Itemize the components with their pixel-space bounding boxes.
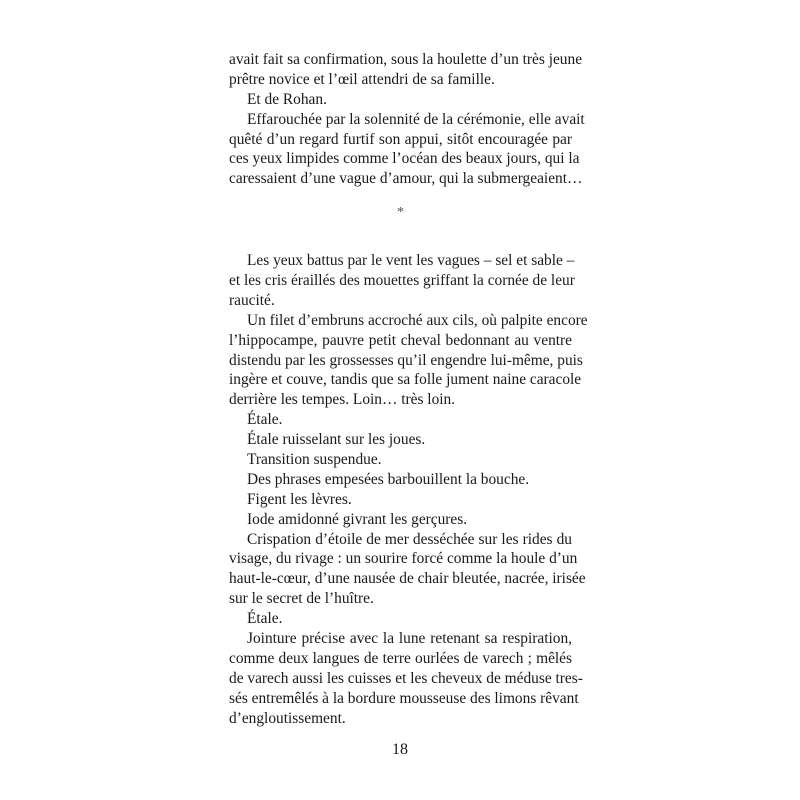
- text-line: Étale.: [247, 610, 283, 628]
- text-line: d’engloutissement.: [229, 709, 346, 727]
- page-body: [229, 50, 588, 729]
- text-line: sés entremêlés à la bordure mousseuse des limons rêvant: [229, 689, 579, 707]
- text-line: derrière les tempes. Loin… très loin.: [229, 391, 456, 409]
- text-line: avait fait sa confirmation, sous la houlette d’un très jeune: [229, 51, 583, 68]
- text-line: Crispation d’étoile de mer desséchée sur les rides du: [247, 530, 572, 548]
- text-line: quêté d’un regard furtif son appui, sitôt encouragée par: [229, 130, 572, 148]
- text-line: Les yeux battus par le vent les vagues – sel et sable –: [247, 252, 575, 270]
- text-line: haut-le-cœur, d’une nausée de chair bleutée, nacrée, irisée: [229, 570, 586, 588]
- text-line: Des phrases empesées barbouillent la bouche.: [247, 470, 530, 488]
- text-line: Iode amidonné givrant les gerçures.: [247, 510, 468, 528]
- text-line: visage, du rivage : un sourire forcé comme la houle d’un: [229, 550, 578, 568]
- text-line: Étale ruisselant sur les joues.: [247, 431, 426, 449]
- text-line: Figent les lèvres.: [247, 490, 352, 508]
- text-line: Transition suspendue.: [247, 451, 382, 469]
- section-separator: *: [397, 205, 404, 221]
- text-line: caressaient d’une vague d’amour, qui la submergeaient…: [229, 170, 583, 188]
- text-line: sur le secret de l’huître.: [229, 590, 374, 608]
- text-line: distendu par les grossesses qu’il engendre lui-même, puis: [229, 351, 583, 369]
- text-line: ces yeux limpides comme l’océan des beaux jours, qui la: [229, 150, 580, 168]
- text-line: Étale.: [247, 411, 283, 429]
- text-line: et les cris éraillés des mouettes griffant la cornée de leur: [229, 272, 575, 290]
- text-line: Et de Rohan.: [247, 90, 327, 108]
- text-line: raucité.: [229, 291, 275, 309]
- text-line: ingère et couve, tandis que sa folle jument naine caracole: [229, 371, 582, 389]
- text-line: de varech aussi les cuisses et les cheveux de méduse tres-: [229, 669, 583, 687]
- page-number: 18: [392, 741, 408, 758]
- text-line: Un filet d’embruns accroché aux cils, où palpite encore: [247, 311, 588, 329]
- text-line: Effarouchée par la solennité de la cérémonie, elle avait: [247, 110, 585, 128]
- text-line: Jointure précise avec la lune retenant sa respiration,: [247, 630, 572, 648]
- text-line: l’hippocampe, pauvre petit cheval bedonnant au ventre: [229, 331, 572, 349]
- passage-2: [229, 251, 588, 728]
- text-line: prêtre novice et l’œil attendri de sa famille.: [229, 70, 495, 88]
- passage-1: [229, 50, 585, 189]
- text-line: comme deux langues de terre ourlées de varech ; mêlés: [229, 649, 572, 667]
